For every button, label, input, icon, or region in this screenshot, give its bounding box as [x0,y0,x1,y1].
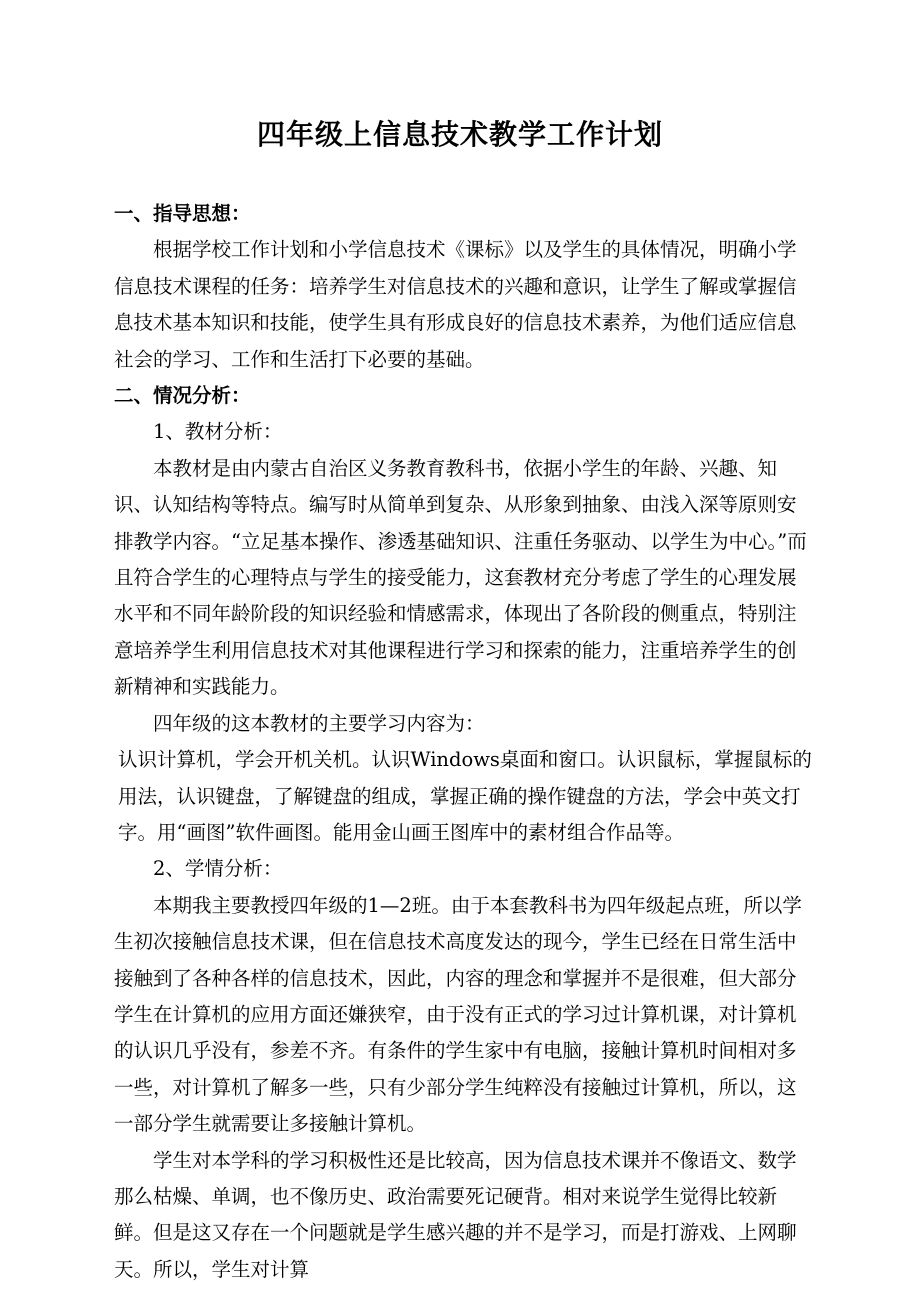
document-title: 四年级上信息技术教学工作计划 [256,118,663,151]
section-heading-guiding-thought: 一、指导思想： [114,202,251,225]
section-heading-situation-analysis: 二、情况分析： [114,384,251,408]
paragraph-student-analysis-1: 本期我主要教授四年级的1—2班。由于本套教科书为四年级起点班，所以学生初次接触信息技术课，但在信息技术高度发达的现今，学生已经在日常生活中接触到了各种各样的信息技术，因此，内容的理念和掌握并不是很难，但大部分学生在计算机的应用方面还嫌狭窄，由于没有正式的学习过计算机课，对计算机的认识几乎没有，参差不齐。有条件的学生家中有电脑，接触计算机时间相对多一些，对计算机了解多一些，只有少部分学生纯粹没有接触过计算机，所以，这一部分学生就需要让多接触计算机。 [114,893,802,1136]
paragraph-guiding-thought: 根据学校工作计划和小学信息技术《课标》以及学生的具体情况，明确小学信息技术课程的任务：培养学生对信息技术的兴趣和意识，让学生了解或掌握信息技术基本知识和技能，使学生具有形成良好的信息技术素养，为他们适应信息社会的学习、工作和生活打下必要的基础。 [114,238,797,371]
paragraph-content-list: 认识计算机，学会开机关机。认识Windows桌面和窗口。认识鼠标，掌握鼠标的用法，认识键盘，了解键盘的组成，掌握正确的操作键盘的方法，学会中英文打字。用“画图”软件画图。能用金山画王图库中的素材组合作品等。 [118,748,812,844]
paragraph-main-content-intro: 四年级的这本教材的主要学习内容为： [153,711,485,735]
document-body [114,196,814,1288]
paragraph-student-analysis-2: 学生对本学科的学习积极性还是比较高，因为信息技术课并不像语文、数学那么枯燥、单调，也不像历史、政治需要死记硬背。相对来说学生觉得比较新鲜。但是这又存在一个问题就是学生感兴趣的并不是学习，而是打游戏、上网聊天。所以，学生对计算 [114,1148,797,1281]
subheading-textbook-analysis: 1、教材分析： [153,420,283,444]
paragraph-textbook-analysis: 本教材是由内蒙古自治区义务教育教科书，依据小学生的年龄、兴趣、知识、认知结构等特点。编写时从简单到复杂、从形象到抽象、由浅入深等原则安排教学内容。“立足基本操作、渗透基础知识、注重任务驱动、以学生为中心。”而且符合学生的心理特点与学生的接受能力，这套教材充分考虑了学生的心理发展水平和不同年龄阶段的知识经验和情感需求，体现出了各阶段的侧重点，特别注意培养学生利用信息技术对其他课程进行学习和探索的能力，注重培养学生的创新精神和实践能力。 [114,456,807,699]
subheading-student-analysis: 2、学情分析： [153,857,283,881]
